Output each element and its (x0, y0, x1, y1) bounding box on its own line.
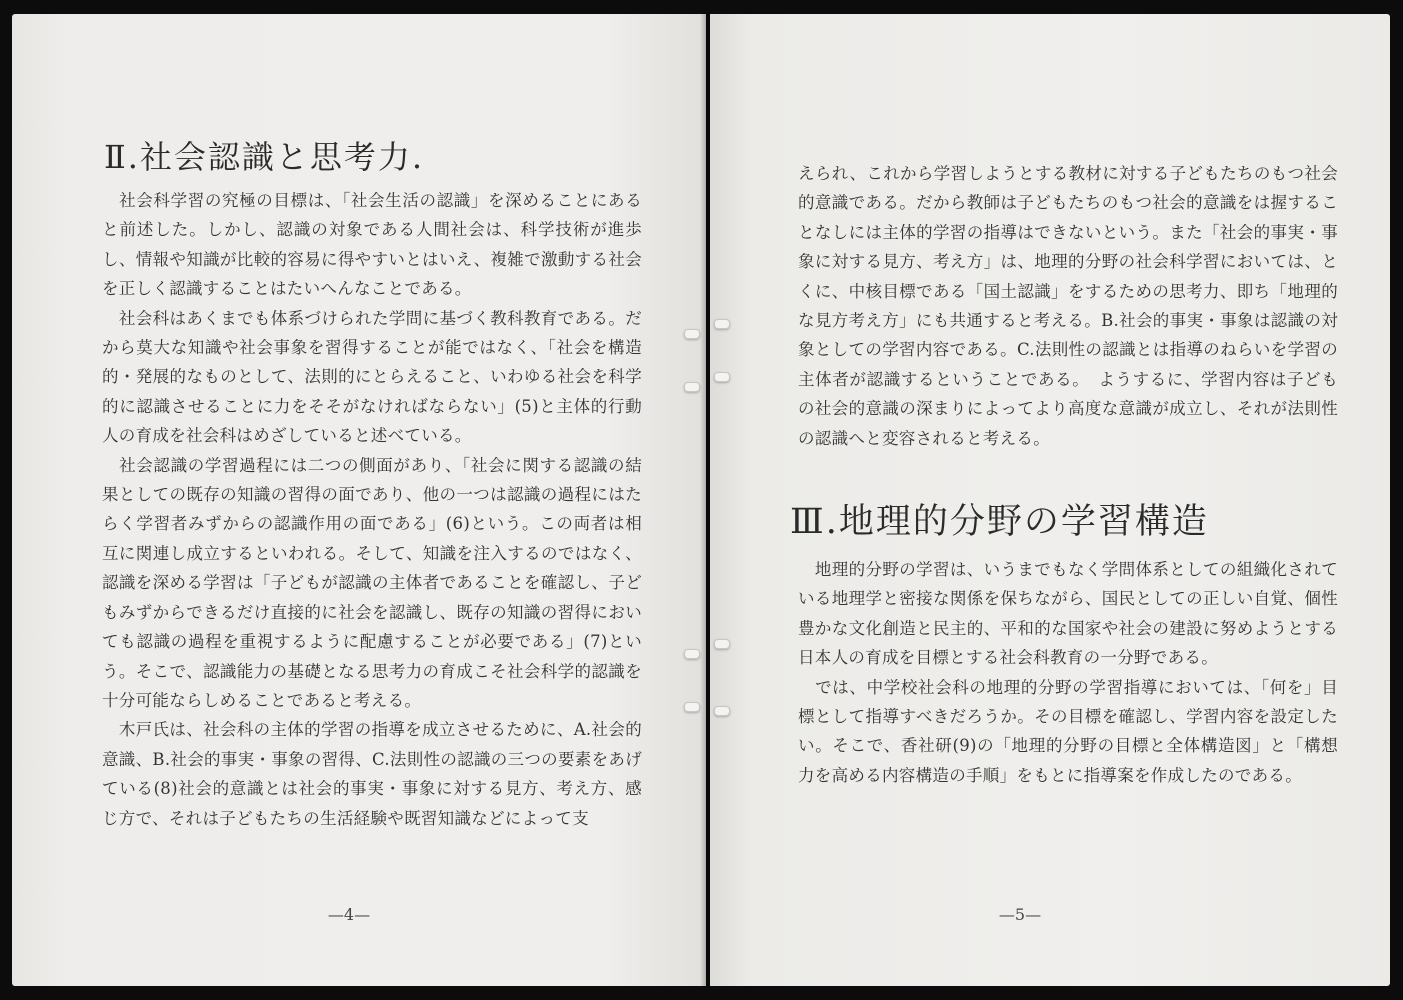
binding-staple (714, 639, 730, 649)
left-body (102, 186, 642, 833)
binding-staple (684, 649, 700, 659)
binding-staple (714, 319, 730, 329)
binding-staple (684, 702, 700, 712)
right-bottom-body (798, 555, 1338, 790)
paragraph: 社会科学習の究極の目標は、「社会生活の認識」を深めることにあると前述した。しかし、認識の対象である人間社会は、科学技術が進歩し、情報や知識が比較的容易に得やすいとはいえ、複雑で激動する社会を正しく認識することはたいへんなことである。 (102, 191, 642, 299)
paragraph: 地理的分野の学習は、いうまでもなく学問体系としての組織化されている地理学と密接な関係を保ちながら、国民としての正しい自覚、個性豊かな文化創造と民主的、平和的な国家や社会の建設に努めようとする日本人の育成を目標とする社会科教育の一分野である。 (798, 560, 1338, 668)
right-top-body (798, 159, 1338, 453)
paragraph: えられ、これから学習しようとする教材に対する子どもたちのもつ社会的意識である。だから教師は子どもたちのもつ社会的意識をは握することなしには主体的学習の指導はできないという。また「社会的事実・事象に対する見方、考え方」は、地理的分野の社会科学習においては、とくに、中核目標である「国土認識」をするための思考力、即ち「地理的な見方考え方」にも共通すると考える。B.社会的事実・事象は認識の対象としての学習内容である。C.法則性の認識とは指導のねらいを学習の主体者が認識するということである。 ようするに、学習内容は子どもの社会的意識の深まりによってより高度な意識が成立し、それが法則性の認識へと変容されると考える。 (798, 164, 1338, 448)
paragraph: では、中学校社会科の地理的分野の学習指導においては、「何を」目標として指導すべきだろうか。その目標を確認し、学習内容を設定したい。そこで、香社研(9)の「地理的分野の目標と全体構造図」と「構想力を高める内容構造の手順」をもとに指導案を作成したのである。 (798, 677, 1338, 785)
binding-staple (714, 706, 730, 716)
paragraph: 社会認識の学習過程には二つの側面があり、「社会に関する認識の結果としての既存の知識の習得の面であり、他の一つは認識の過程にはたらく学習者みずからの認識作用の面である」(6)という。この両者は相互に関連し成立するといわれる。そして、知識を注入するのではなく、認識を深める学習は「子どもが認識の主体者であることを確認し、子どもみずからできるだけ直接的に社会を認識し、既存の知識の習得においても認識の過程を重視するように配慮することが必要である」(7)という。そこで、認識能力の基礎となる思考力の育成こそ社会科学的認識を十分可能ならしめることであると考える。 (102, 455, 642, 710)
paragraph: 木戸氏は、社会科の主体的学習の指導を成立させるために、A.社会的意識、B.社会的事実・事象の習得、C.法則性の認識の三つの要素をあげている(8)社会的意識とは社会的事実・事象に対する見方、考え方、感じ方で、それは子どもたちの生活経験や既習知識などによって支 (102, 720, 642, 828)
page-number: —4— (327, 905, 371, 924)
section-heading-3: Ⅲ.地理的分野の学習構造 (790, 502, 1209, 542)
binding-staple (684, 382, 700, 392)
binding-staple (684, 329, 700, 339)
page-number: —5— (998, 905, 1042, 924)
paragraph: 社会科はあくまでも体系づけられた学問に基づく教科教育である。だから莫大な知識や社会事象を習得することが能ではなく、「社会を構造的・発展的なものとして、法則的にとらえること、いわゆる社会を科学的に認識させることに力をそそがなければならない」(5)と主体的行動人の育成を社会科はめざしていると述べている。 (102, 308, 642, 446)
right-page (710, 14, 1390, 986)
binding-staple (714, 372, 730, 382)
left-page (12, 14, 706, 986)
section-heading-2: Ⅱ.社会認識と思考力. (104, 138, 425, 176)
